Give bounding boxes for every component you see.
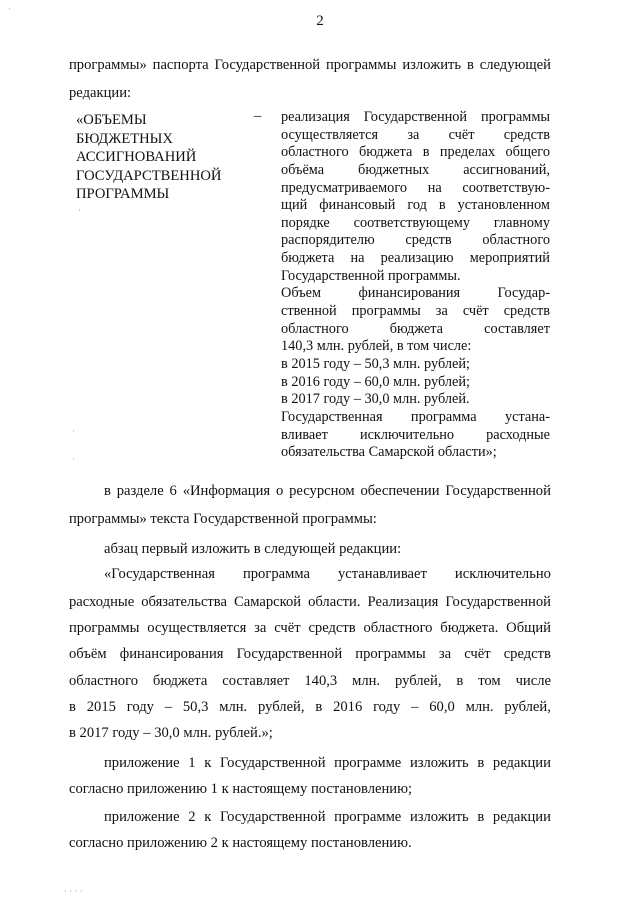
word: программы (351, 303, 421, 320)
word: на (350, 250, 365, 267)
word: за (435, 303, 448, 320)
word: объём (69, 646, 107, 662)
word: Государственной (219, 809, 326, 825)
section-value-line (281, 321, 550, 339)
word: «Информация (182, 483, 271, 499)
word: 6 (169, 483, 177, 499)
body-line (69, 698, 551, 716)
word: году (373, 699, 401, 715)
body-line (104, 808, 551, 826)
body-line (104, 754, 551, 772)
word: в (104, 483, 111, 499)
word: изложить (409, 755, 469, 771)
word: ресурсном (289, 483, 355, 499)
word: программы (325, 57, 397, 73)
word: в (466, 57, 474, 73)
word: областного (281, 320, 349, 337)
body-line (69, 619, 551, 637)
section-value-line (281, 303, 550, 321)
word: редакции (492, 755, 551, 771)
word: ственной (281, 303, 337, 320)
word: «Государственная (104, 566, 215, 582)
word: за (438, 646, 452, 662)
word: паспорта (152, 57, 209, 73)
word: рублей, (394, 673, 442, 689)
section-value-line (281, 127, 550, 145)
word: Государственной (219, 755, 326, 771)
section-label-line: БЮДЖЕТНЫХ (76, 130, 173, 147)
word: числе (515, 673, 551, 689)
word: расходные (486, 426, 550, 443)
word: Реализация (367, 594, 439, 610)
word: программе (334, 809, 402, 825)
section-value-line: 140,3 млн. рублей, в том числе: (281, 338, 472, 355)
intro-line-2: редакции: (69, 85, 132, 101)
word: программа (242, 566, 310, 582)
word: за (254, 620, 267, 636)
section-value-line (281, 144, 550, 162)
word: счёт (464, 646, 491, 662)
word: программы (355, 646, 426, 662)
word: средств (503, 126, 550, 143)
section-value-line (281, 215, 550, 233)
word: Государственной (214, 57, 321, 73)
word: 60,0 (429, 699, 455, 715)
body-line: согласно приложению 2 к настоящему постановлению. (69, 835, 412, 851)
word: средств (503, 303, 550, 320)
word: приложение (104, 809, 180, 825)
word: средств (308, 620, 356, 636)
word: составляет (484, 320, 550, 337)
word: бюджета. (440, 620, 499, 636)
section-label-line: АССИГНОВАНИЙ (76, 149, 197, 165)
word: счёт (462, 303, 489, 320)
section-label-line: ГОСУДАРСТВЕННОЙ (76, 167, 222, 184)
section-value-line (281, 285, 550, 303)
word: Самарской (234, 594, 302, 610)
word: 140,3 (304, 673, 338, 689)
word: соответствую- (462, 179, 550, 196)
word: программы (69, 620, 140, 636)
word: областного (363, 620, 433, 636)
section-value-text (281, 109, 550, 462)
word: средств (503, 646, 551, 662)
scan-speck: · (8, 4, 11, 14)
word: к (204, 809, 212, 825)
word: в (438, 197, 446, 214)
word: Государственной (445, 483, 551, 499)
scan-speck: · (72, 426, 75, 436)
word: рублей, (258, 699, 305, 715)
word: бюджета (281, 250, 335, 267)
word: исключительно (359, 426, 455, 443)
scan-speck: · (78, 205, 81, 215)
word: Государственная (281, 408, 383, 425)
body-line (104, 565, 551, 583)
word: 50,3 (182, 699, 209, 715)
word: в (69, 699, 76, 715)
section-value-line: в 2017 году – 30,0 млн. рублей. (281, 391, 470, 408)
word: млн. (219, 699, 248, 715)
section-value-line: Государственной программы. (281, 267, 461, 284)
word: устанавливает (337, 566, 427, 582)
word: за (407, 126, 420, 143)
word: осуществляется (147, 620, 247, 636)
word: счёт (448, 126, 475, 143)
word: в (477, 809, 485, 825)
word: приложение (104, 755, 180, 771)
word: финансовый (319, 197, 396, 214)
word: программы» (69, 57, 147, 73)
word: финансирования (358, 285, 461, 302)
word: счёт (274, 620, 301, 636)
word: бюджета (152, 673, 208, 689)
word: 2015 (86, 699, 116, 715)
word: программа (410, 408, 477, 425)
section-value-line (281, 250, 550, 268)
body-line (69, 672, 551, 690)
body-line (104, 482, 551, 500)
word: объёма (281, 161, 325, 178)
word: финансирования (119, 646, 224, 662)
section-label-line: «ОБЪЕМЫ (76, 112, 147, 128)
section-value-line (281, 197, 550, 215)
word: предусматриваемого (281, 179, 407, 196)
word: исключительно (454, 566, 551, 582)
body-line: программы» текста Государственной программы: (69, 511, 377, 527)
word: млн. (465, 699, 494, 715)
word: – (411, 699, 419, 715)
word: вливает (281, 426, 328, 443)
word: распорядителю (281, 232, 375, 249)
scan-speck: · (72, 454, 75, 464)
word: щий (281, 197, 308, 214)
word: в (456, 673, 464, 689)
section-value-line: обязательства Самарской области»; (281, 444, 497, 461)
section-value-line (281, 162, 550, 180)
word: осуществляется (281, 126, 379, 143)
word: ассигнований, (463, 161, 550, 178)
word: редакции (492, 809, 551, 825)
word: пределах (439, 144, 496, 161)
scan-speck: · · · · (64, 886, 83, 896)
word: областного (482, 232, 550, 249)
word: в (477, 755, 485, 771)
section-value-line (281, 109, 550, 127)
word: обязательства (141, 594, 227, 610)
section-value-line (281, 409, 550, 427)
word: году (126, 699, 154, 715)
word: средств (405, 232, 452, 249)
word: устана- (504, 408, 550, 425)
word: к (204, 755, 212, 771)
word: Государственной (236, 646, 343, 662)
word: в (422, 144, 430, 161)
word: 1 (188, 755, 196, 771)
word: млн. (352, 673, 381, 689)
word: соответствующему (353, 214, 470, 231)
word: обеспечении (360, 483, 440, 499)
word: Объем (281, 285, 322, 302)
word: программы (480, 109, 550, 125)
word: следующей (479, 57, 551, 73)
word: в (315, 699, 323, 715)
word: разделе (116, 483, 164, 499)
word: установленном (457, 197, 550, 214)
body-line (69, 645, 551, 663)
page-number: 2 (316, 13, 324, 29)
word: изложить (409, 809, 469, 825)
word: бюджета (359, 144, 413, 161)
word: 2 (188, 809, 196, 825)
word: Общий (506, 620, 551, 636)
word: Государственной (445, 594, 551, 610)
word: расходные (69, 594, 135, 610)
word: реализация (281, 109, 350, 125)
word: главному (493, 214, 550, 231)
body-line: абзац первый изложить в следующей редакции: (104, 541, 402, 557)
word: программе (334, 755, 402, 771)
word: областного (281, 144, 349, 161)
section-value-line (281, 180, 550, 198)
section-label (76, 111, 221, 204)
word: бюджетных (358, 161, 430, 178)
body-line: согласно приложению 1 к настоящему постановлению; (69, 781, 413, 797)
label-dash: – (254, 108, 262, 124)
section-label-line: ПРОГРАММЫ (76, 186, 170, 202)
word: бюджета (389, 320, 444, 337)
section-value-line (281, 232, 550, 250)
word: Государственной (363, 109, 468, 125)
intro-line-1 (69, 56, 551, 74)
word: о (275, 483, 284, 499)
word: 2016 (333, 699, 363, 715)
section-value-line: в 2015 году – 50,3 млн. рублей; (281, 355, 470, 372)
word: реализацию (380, 250, 454, 267)
word: – (164, 699, 173, 715)
word: изложить (402, 57, 462, 73)
word: общего (505, 144, 550, 161)
word: том (478, 673, 501, 689)
word: мероприятий (469, 250, 550, 267)
word: год (407, 197, 427, 214)
word: порядке (281, 214, 330, 231)
section-value-line: в 2016 году – 60,0 млн. рублей; (281, 373, 470, 390)
body-line (69, 593, 551, 611)
word: на (427, 179, 442, 196)
section-value-line (281, 427, 550, 445)
word: рублей, (504, 699, 551, 715)
body-line: в 2017 году – 30,0 млн. рублей.»; (69, 725, 273, 741)
word: областного (69, 673, 138, 689)
word: составляет (222, 673, 290, 689)
word: области. (308, 594, 361, 610)
word: Государ- (497, 285, 550, 302)
